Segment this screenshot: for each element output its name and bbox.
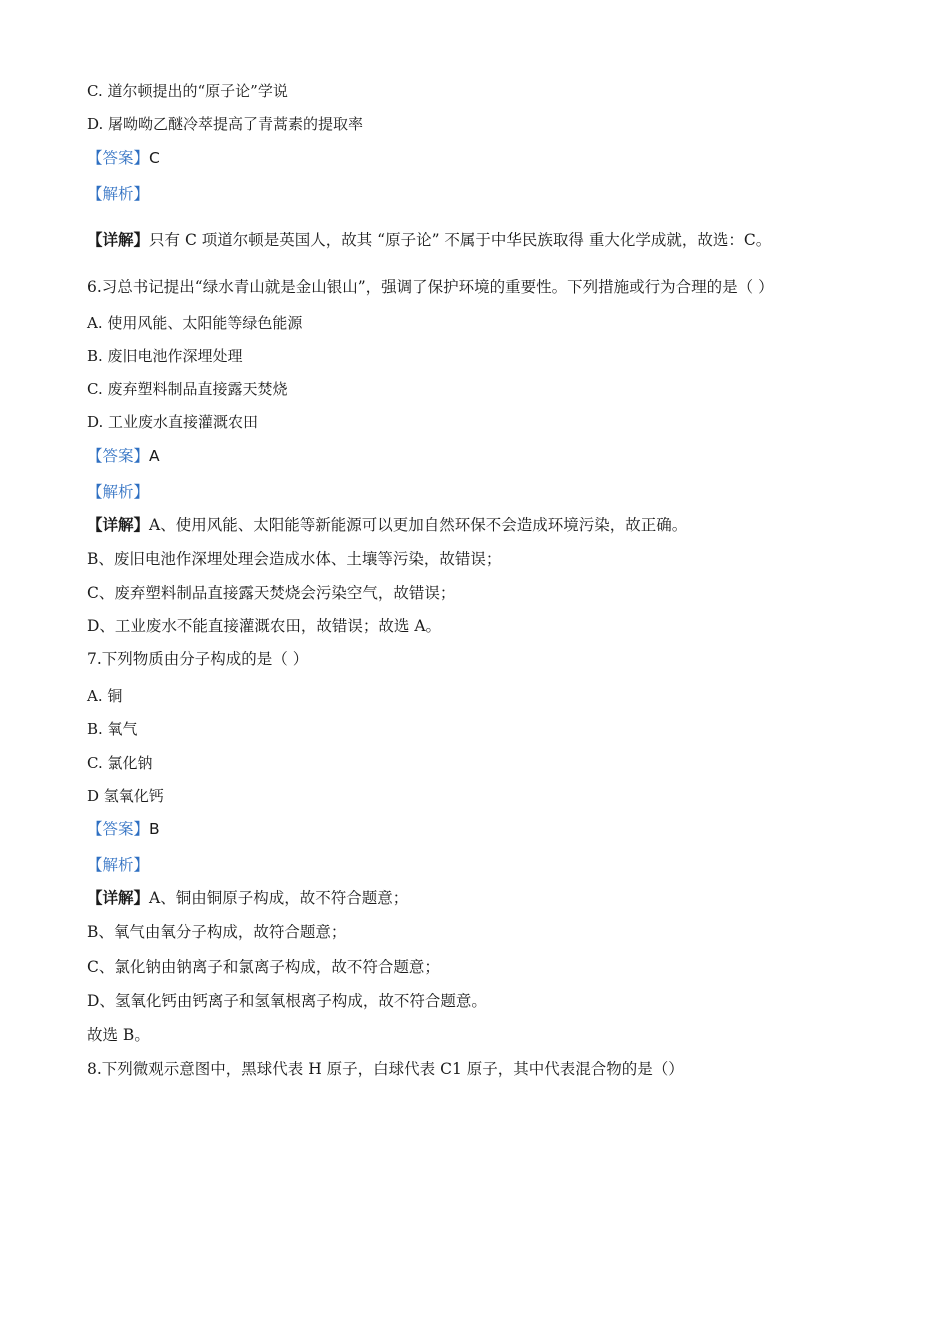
q6-detail-b: B、废旧电池作深埋处理会造成水体、土壤等污染，故错误； bbox=[87, 550, 502, 568]
answer-value: C bbox=[149, 149, 160, 167]
detail-prefix: 【详解】 bbox=[87, 888, 150, 907]
answer-tag: 【答案】 bbox=[87, 447, 150, 465]
q6-detail-c: C、废弃塑料制品直接露天焚烧会污染空气，故错误； bbox=[87, 584, 456, 602]
q6-analysis-tag: 【解析】 bbox=[87, 483, 150, 501]
answer-value: A bbox=[149, 447, 160, 465]
detail-text: A、铜由铜原子构成，故不符合题意； bbox=[149, 889, 409, 907]
q5-option-d: D. 屠呦呦乙醚冷萃提高了青蒿素的提取率 bbox=[87, 115, 364, 133]
q7-conclusion: 故选 B。 bbox=[87, 1026, 150, 1044]
detail-prefix: 【详解】 bbox=[87, 515, 150, 534]
q7-title: 7.下列物质由分子构成的是（ ） bbox=[87, 650, 309, 668]
q6-option-b: B. 废旧电池作深埋处理 bbox=[87, 347, 243, 365]
q7-analysis-tag: 【解析】 bbox=[87, 856, 150, 874]
answer-tag: 【答案】 bbox=[87, 149, 150, 167]
q6-option-a: A. 使用风能、太阳能等绿色能源 bbox=[87, 314, 303, 332]
answer-tag: 【答案】 bbox=[87, 820, 150, 838]
q5-answer bbox=[87, 147, 160, 169]
q6-answer bbox=[87, 445, 160, 467]
q7-option-a: A. 铜 bbox=[87, 687, 123, 705]
q7-detail-b: B、氧气由氧分子构成，故符合题意； bbox=[87, 923, 347, 941]
q7-answer bbox=[87, 818, 160, 840]
answer-value: B bbox=[149, 820, 160, 838]
q7-detail-c: C、氯化钠由钠离子和氯离子构成，故不符合题意； bbox=[87, 958, 440, 976]
q7-option-d: D 氢氧化钙 bbox=[87, 787, 164, 805]
q7-option-c: C. 氯化钠 bbox=[87, 754, 153, 772]
detail-text: A、使用风能、太阳能等新能源可以更加自然环保不会造成环境污染，故正确。 bbox=[149, 516, 688, 534]
q7-option-b: B. 氧气 bbox=[87, 720, 138, 738]
q6-detail-d: D、工业废水不能直接灌溉农田，故错误；故选 A。 bbox=[87, 617, 442, 635]
q8-title: 8.下列微观示意图中，黑球代表 H 原子，白球代表 C1 原子，其中代表混合物的是（） bbox=[87, 1060, 684, 1078]
detail-text: 只有 C 项道尔顿是英国人，故其 “原子论” 不属于中华民族取得 重大化学成就，故选：C。 bbox=[149, 231, 772, 249]
q6-option-d: D. 工业废水直接灌溉农田 bbox=[87, 413, 259, 431]
q7-detail bbox=[87, 887, 408, 909]
q6-option-c: C. 废弃塑料制品直接露天焚烧 bbox=[87, 380, 288, 398]
q5-analysis-tag: 【解析】 bbox=[87, 185, 150, 203]
q5-detail bbox=[87, 229, 771, 251]
q5-option-c: C. 道尔顿提出的“原子论”学说 bbox=[87, 82, 288, 100]
q6-title: 6.习总书记提出“绿水青山就是金山银山”，强调了保护环境的重要性。下列措施或行为合理的是（ ） bbox=[87, 278, 774, 296]
q7-detail-d: D、氢氧化钙由钙离子和氢氧根离子构成，故不符合题意。 bbox=[87, 992, 487, 1010]
q6-detail bbox=[87, 514, 687, 536]
detail-prefix: 【详解】 bbox=[87, 230, 150, 249]
